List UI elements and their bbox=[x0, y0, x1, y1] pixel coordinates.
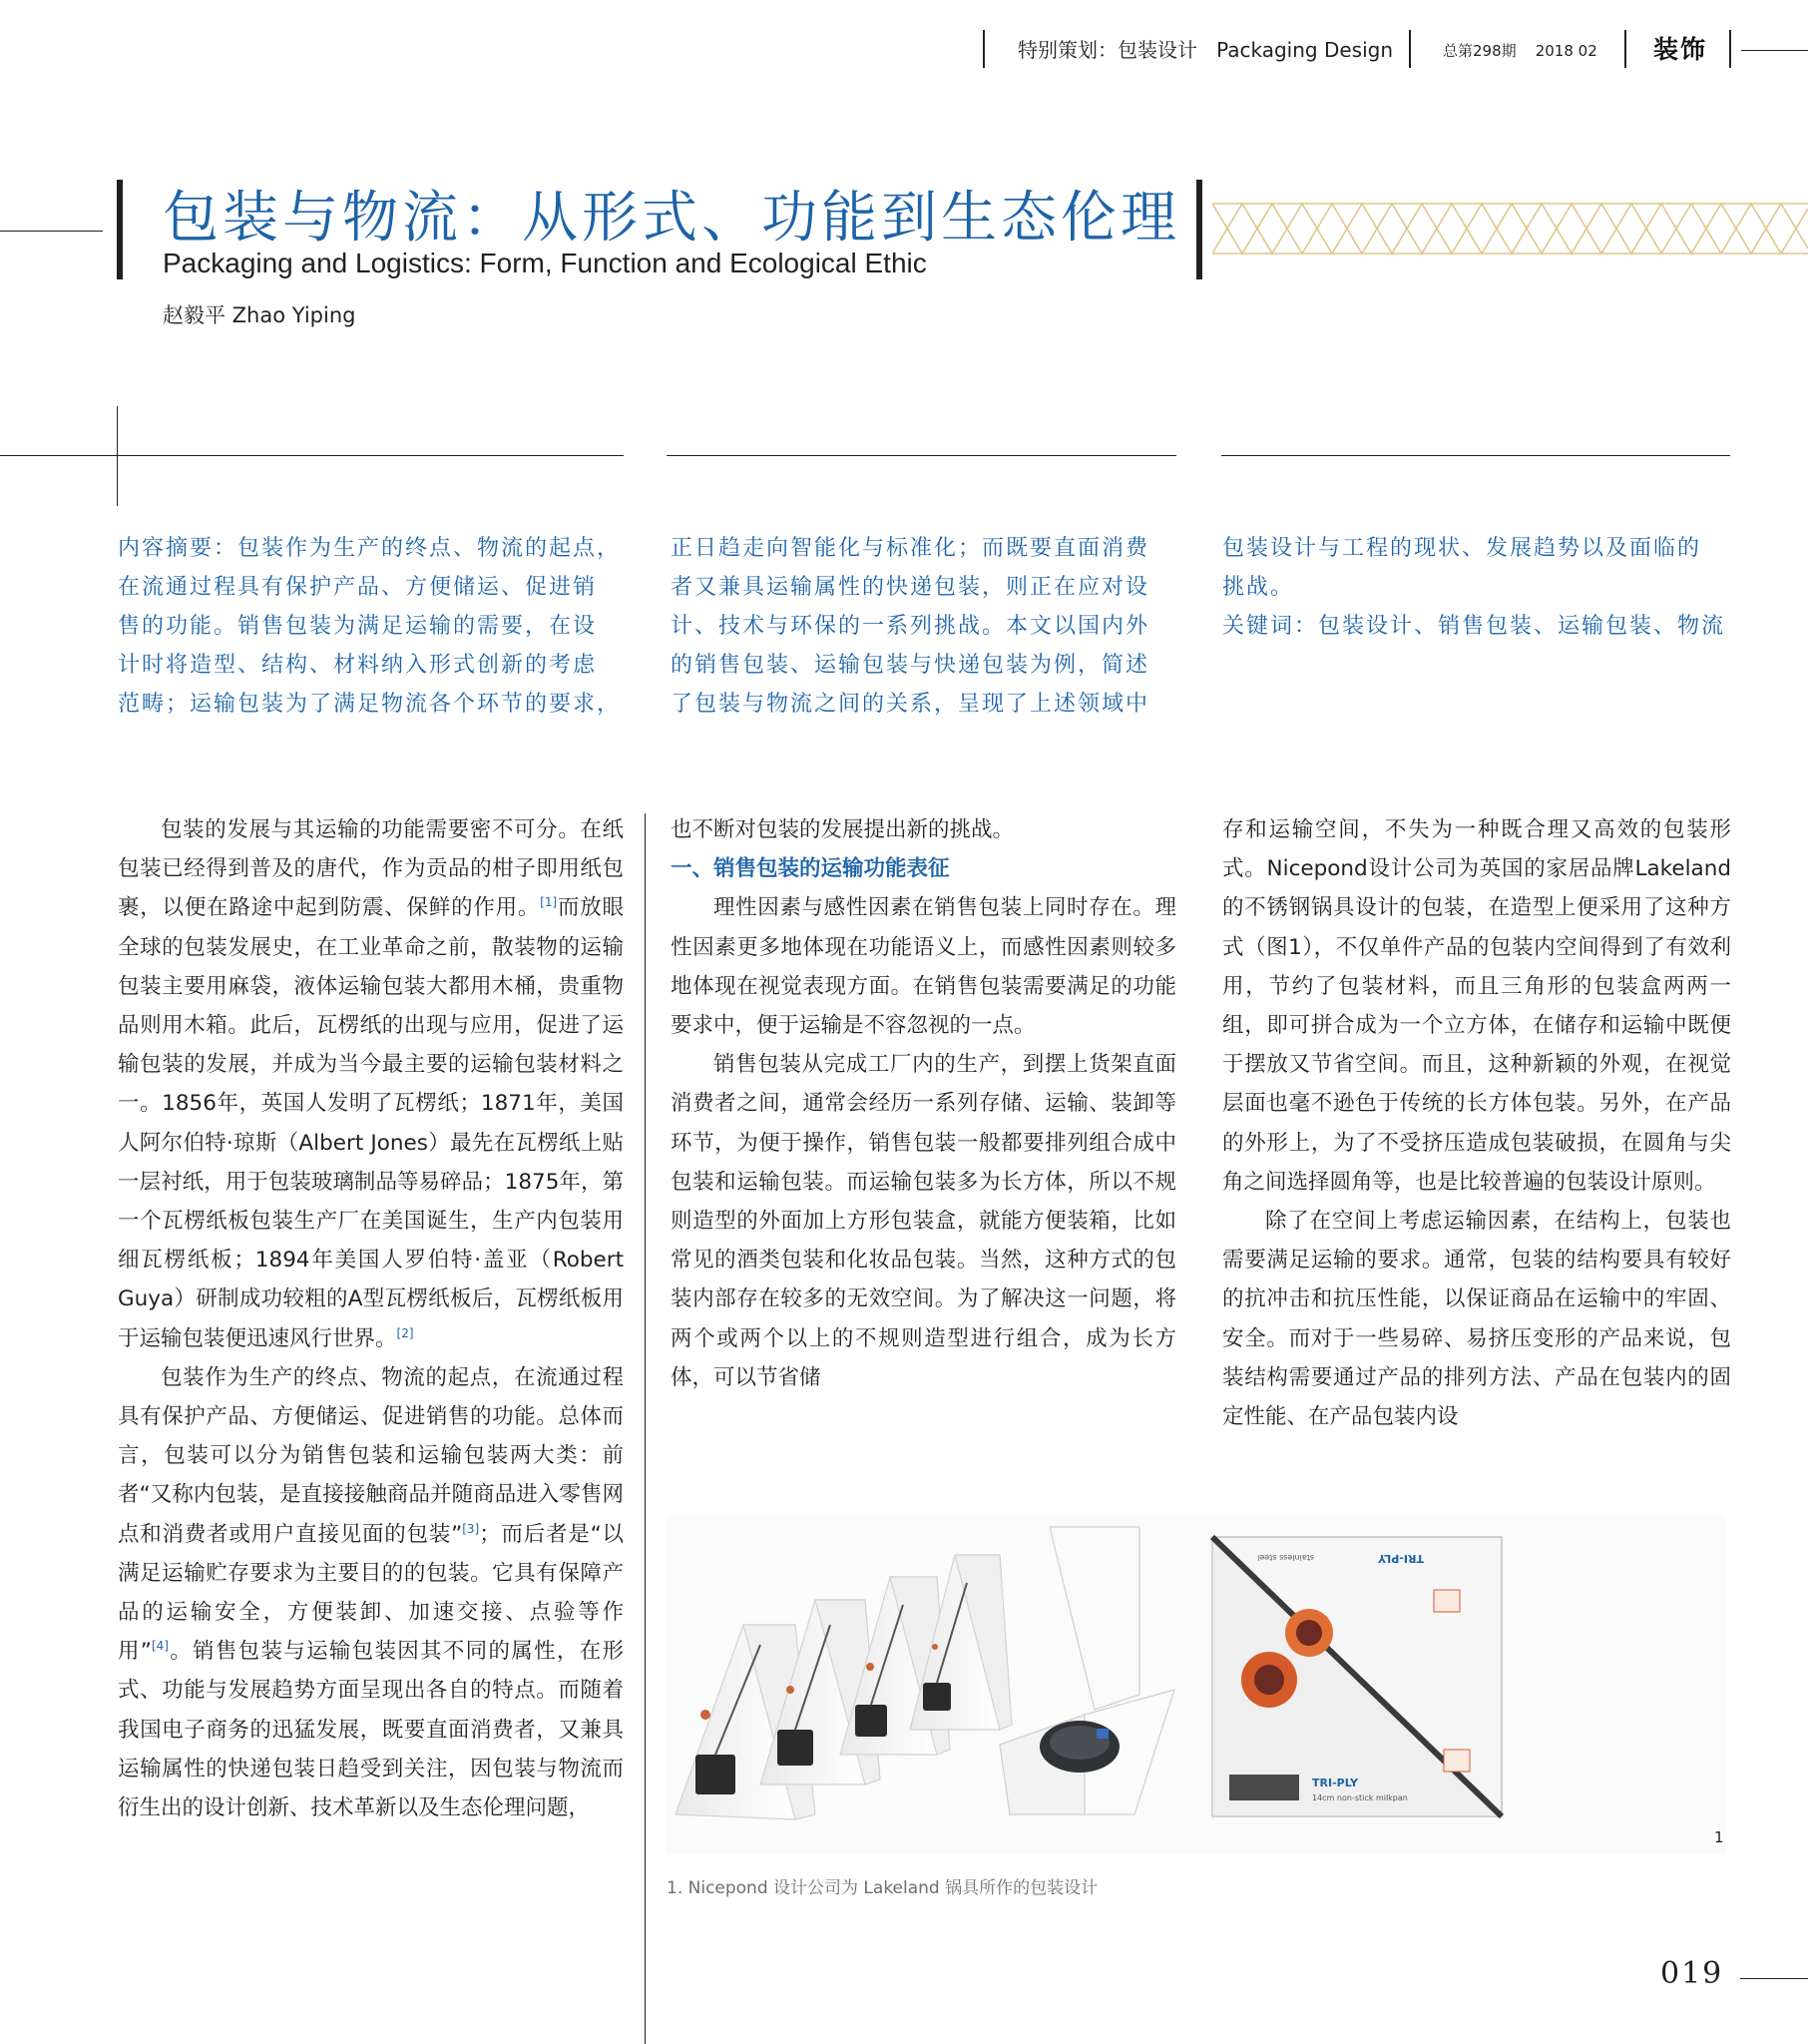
magazine-brand: 装饰 bbox=[1653, 35, 1708, 64]
page-number: 019 bbox=[1660, 1956, 1724, 1991]
abstract-line: 包装设计与工程的现状、发展趋势以及面临的 bbox=[1222, 536, 1702, 561]
abstract-line: 挑战。 bbox=[1222, 575, 1295, 600]
reference-link[interactable]: [2] bbox=[396, 1325, 414, 1340]
abstract-rule-3 bbox=[1221, 455, 1730, 456]
header-divider-2 bbox=[1409, 30, 1411, 68]
abstract-line: 者又兼具运输属性的快递包装，则正在应对设 bbox=[671, 575, 1150, 600]
body-column-1 bbox=[118, 810, 624, 1827]
title-left-bar bbox=[117, 180, 123, 279]
abstract-line: 范畴；运输包装为了满足物流各个环节的要求， bbox=[118, 692, 622, 717]
body-paragraph: 存和运输空间，不失为一种既合理又高效的包装形式。Nicepond设计公司为英国的家居品牌Lakeland的不锈钢锅具设计的包装，在造型上便采用了这种方式（图1），不仅单件产品的包装内空间得到了有效利用，节约了包装材料，而且三角形的包装盒两两一组，即可拼合成为一个立方体，在储存和运输中既便于摆放又节省空间。而且，这种新颖的外观，在视觉层面也毫不逊色于传统的长方体包装。另外，在产品的外形上，为了不受挤压造成包装破损，在圆角与尖角之间选择圆角等，也是比较普遍的包装设计原则。 bbox=[1222, 817, 1731, 1195]
abstract-line: 在流通过程具有保护产品、方便储运、促进销 bbox=[118, 575, 598, 600]
abstract-line: 计时将造型、结构、材料纳入形式创新的考虑 bbox=[118, 653, 598, 678]
decorative-triangle-pattern bbox=[1212, 200, 1808, 257]
header-section-en: Packaging Design bbox=[1216, 38, 1394, 62]
body-text: 包装作为生产的终点、物流的起点，在流通过程具有保护产品、方便储运、促进销售的功能。总体而言，包装可以分为销售包装和运输包装两大类：前者“又称内包装，是直接接触商品并随商品进入零售网点和消费者或用户直接见面的包装” bbox=[118, 1364, 624, 1547]
header-rule bbox=[1741, 50, 1808, 51]
body-paragraph: 也不断对包装的发展提出新的挑战。 bbox=[671, 817, 1015, 842]
body-text: 。销售包装与运输包装因其不同的属性，在形式、功能与发展趋势方面呈现出各自的特点。而随着我国电子商务的迅猛发展，既要直面消费者，又兼具运输属性的快递包装日趋受到关注，因包装与物流而衍生出的设计创新、技术革新以及生态伦理问题， bbox=[118, 1639, 624, 1821]
header-issue bbox=[1443, 40, 1597, 61]
body-text: 包装的发展与其运输的功能需要密不可分。在纸包装已经得到普及的唐代，作为贡品的柑子即用纸包裹，以便在路途中起到防震、保鲜的作用。 bbox=[118, 817, 624, 921]
box-subtitle-inverted: stainless steel bbox=[1257, 1553, 1314, 1562]
header-issue-date: 2018 02 bbox=[1535, 42, 1597, 60]
header-divider-4 bbox=[1729, 30, 1731, 68]
body-paragraph: 除了在空间上考虑运输因素，在结构上，包装也需要满足运输的要求。通常，包装的结构要具有较好的抗冲击和抗压性能，以保证商品在运输中的牢固、安全。而对于一些易碎、易挤压变形的产品来说，包装结构需要通过产品的排列方法、产品在包装内的固定性能、在产品包装内设 bbox=[1222, 1209, 1731, 1430]
header-issue-number: 总第298期 bbox=[1443, 42, 1517, 60]
body-text: 而放眼全球的包装发展史，在工业革命之前，散装物的运输包装主要用麻袋，液体运输包装大都用木桶，贵重物品则用木箱。此后，瓦楞纸的出现与应用，促进了运输包装的发展，并成为当今最主要的运输包装材料之一。1856年，英国人发明了瓦楞纸；1871年，美国人阿尔伯特·琼斯（Albert Jones）最先在瓦楞纸上贴一层衬纸，用于包装玻璃制品等易碎品；1875年，第一个瓦楞纸板包装生产厂在美国诞生，生产内包装用细瓦楞纸板；1894年美国人罗伯特·盖亚（Robert Guya）研制成功较粗的A型瓦楞纸板后，瓦楞纸板用于运输包装便迅速风行世界。 bbox=[118, 895, 624, 1351]
box-brand: TRI-PLY bbox=[1312, 1777, 1358, 1789]
title-right-bar bbox=[1196, 180, 1202, 279]
abstract-line: 的销售包装、运输包装与快递包装为例，简述 bbox=[671, 653, 1150, 678]
abstract-line: 售的功能。销售包装为满足运输的需要，在设 bbox=[118, 614, 598, 639]
body-column-2 bbox=[671, 810, 1176, 1397]
abstract-column-3 bbox=[1222, 529, 1725, 646]
abstract-line: 内容摘要：包装作为生产的终点、物流的起点， bbox=[118, 536, 622, 561]
abstract-rule-1 bbox=[0, 455, 624, 456]
header-divider-1 bbox=[983, 30, 985, 68]
abstract-column-2 bbox=[671, 529, 1149, 724]
section-heading: 一、销售包装的运输功能表征 bbox=[671, 856, 950, 882]
body-paragraph bbox=[118, 810, 624, 1358]
figure-number: 1 bbox=[1714, 1828, 1724, 1846]
body-paragraph: 理性因素与感性因素在销售包装上同时存在。理性因素更多地体现在功能语义上，而感性因素则较多地体现在视觉表现方面。在销售包装需要满足的功能要求中，便于运输是不容忽视的一点。 bbox=[671, 895, 1176, 1039]
abstract-cross-vertical bbox=[117, 406, 118, 506]
footer-rule bbox=[1740, 1978, 1808, 1979]
abstract-line: 了包装与物流之间的关系，呈现了上述领域中 bbox=[671, 692, 1150, 717]
article-title: 包装与物流：从形式、功能到生态伦理 bbox=[163, 186, 1180, 251]
box-description: 14cm non-stick milkpan bbox=[1312, 1793, 1408, 1802]
title-left-rule bbox=[0, 231, 103, 232]
abstract-rule-2 bbox=[667, 455, 1176, 456]
header-section bbox=[1018, 34, 1393, 63]
figure-photo bbox=[666, 1515, 1726, 1854]
abstract-column-1 bbox=[118, 529, 621, 724]
column-divider bbox=[645, 813, 646, 2044]
reference-link[interactable]: [3] bbox=[462, 1521, 480, 1536]
reference-link[interactable]: [1] bbox=[540, 895, 558, 910]
article-title-en: Packaging and Logistics: Form, Function and Ecological Ethic bbox=[163, 248, 927, 278]
box-brand-inverted: TRI-PLY bbox=[1378, 1552, 1424, 1565]
packaging-illustration bbox=[666, 1515, 1726, 1854]
header-section-cn: 特别策划：包装设计 bbox=[1018, 38, 1197, 62]
header-divider-3 bbox=[1624, 30, 1626, 68]
keywords-line: 关键词：包装设计、销售包装、运输包装、物流 bbox=[1222, 614, 1726, 639]
abstract-line: 正日趋走向智能化与标准化；而既要直面消费 bbox=[671, 536, 1150, 561]
body-paragraph bbox=[118, 1358, 624, 1827]
abstract-line: 计、技术与环保的一系列挑战。本文以国内外 bbox=[671, 614, 1150, 639]
body-column-3 bbox=[1222, 810, 1731, 1436]
figure-caption: 1. Nicepond 设计公司为 Lakeland 锅具所作的包装设计 bbox=[667, 1878, 1099, 1898]
article-author: 赵毅平 Zhao Yiping bbox=[163, 303, 356, 327]
body-paragraph: 销售包装从完成工厂内的生产，到摆上货架直面消费者之间，通常会经历一系列存储、运输、装卸等环节，为便于操作，销售包装一般都要排列组合成中包装和运输包装。而运输包装多为长方体，所以不规则造型的外面加上方形包装盒，就能方便装箱，比如常见的酒类包装和化妆品包装。当然，这种方式的包装内部存在较多的无效空间。为了解决这一问题，将两个或两个以上的不规则造型进行组合，成为长方体，可以节省储 bbox=[671, 1052, 1176, 1390]
body-text: ；而后者是“以满足运输贮存要求为主要目的的包装。它具有保障产品的运输安全，方便装卸、加速交接、点验等作用” bbox=[118, 1521, 625, 1665]
reference-link[interactable]: [4] bbox=[151, 1639, 169, 1654]
